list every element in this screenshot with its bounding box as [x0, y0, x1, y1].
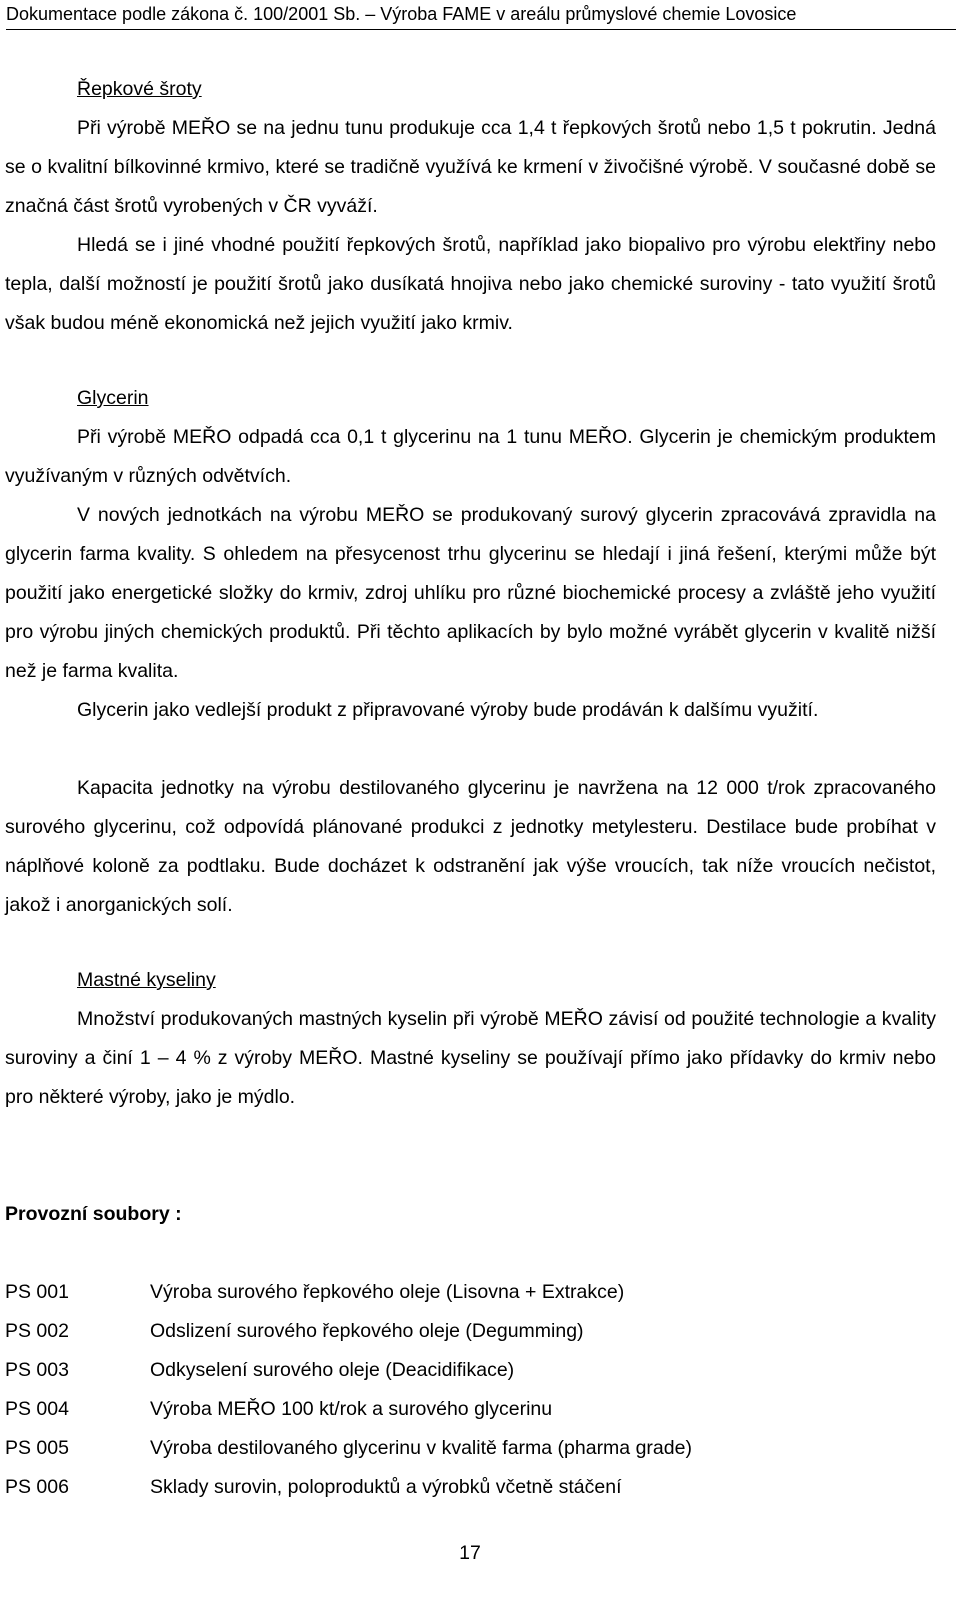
ps-code: PS 001	[5, 1281, 69, 1303]
section-heading-glycerin: Glycerin	[77, 387, 149, 409]
paragraph: V nových jednotkách na výrobu MEŘO se produkovaný surový glycerin zpracovává zpravidla na glycerin farma kvality. S ohledem na přesycenost trhu glycerinu se hledají i jiná řešení, kterými může být použití jako energetické složky do krmiv, zdroj uhlíku pro různé biochemické procesy a zvláště jeho využití pro výrobu jiných chemických produktů. Při těchto aplikacích by bylo možné vyrábět glycerin v kvalitě nižší než je farma kvalita.	[5, 504, 936, 682]
ps-code: PS 006	[5, 1476, 69, 1498]
paragraph: Hledá se i jiné vhodné použití řepkových šrotů, například jako biopalivo pro výrobu elektřiny nebo tepla, další možností je použití šrotů jako dusíkatá hnojiva nebo jako chemické suroviny - tato využití šrotů však budou méně ekonomická než jejich využití jako krmiv.	[5, 234, 936, 334]
ps-description: Odslizení surového řepkového oleje (Degumming)	[150, 1320, 584, 1342]
page-number: 17	[459, 1542, 481, 1564]
document-header: Dokumentace podle zákona č. 100/2001 Sb. – Výroba FAME v areálu průmyslové chemie Lovosice	[6, 3, 956, 30]
ps-description: Odkyselení surového oleje (Deacidifikace)	[150, 1359, 515, 1381]
ps-code: PS 002	[5, 1320, 69, 1342]
section-heading-repkove-sroty: Řepkové šroty	[77, 78, 202, 100]
paragraph: Množství produkovaných mastných kyselin při výrobě MEŘO závisí od použité technologie a kvality suroviny a činí 1 – 4 % z výroby MEŘO. Mastné kyseliny se používají přímo jako přídavky do krmiv nebo pro některé výroby, jako je mýdlo.	[5, 1008, 936, 1108]
ps-description: Výroba surového řepkového oleje (Lisovna + Extrakce)	[150, 1281, 625, 1303]
paragraph: Při výrobě MEŘO se na jednu tunu produkuje cca 1,4 t řepkových šrotů nebo 1,5 t pokrutin. Jedná se o kvalitní bílkovinné krmivo, které se tradičně využívá ke krmení v živočišné výrobě. V současné době se značná část šrotů vyrobených v ČR vyváží.	[5, 117, 936, 217]
ps-description: Výroba destilovaného glycerinu v kvalitě farma (pharma grade)	[150, 1437, 692, 1459]
ps-description: Výroba MEŘO 100 kt/rok a surového glycerinu	[150, 1398, 553, 1420]
ps-code: PS 005	[5, 1437, 69, 1459]
paragraph: Při výrobě MEŘO odpadá cca 0,1 t glycerinu na 1 tunu MEŘO. Glycerin je chemickým produktem využívaným v různých odvětvích.	[5, 426, 936, 487]
paragraph: Glycerin jako vedlejší produkt z připravované výroby bude prodáván k dalšímu využití.	[77, 699, 819, 721]
ps-code: PS 003	[5, 1359, 69, 1381]
section-heading-mastne-kyseliny: Mastné kyseliny	[77, 969, 216, 991]
ps-description: Sklady surovin, poloproduktů a výrobků včetně stáčení	[150, 1476, 622, 1498]
paragraph: Kapacita jednotky na výrobu destilovaného glycerinu je navržena na 12 000 t/rok zpracovaného surového glycerinu, což odpovídá plánované produkci z jednotky metylesteru. Destilace bude probíhat v náplňové koloně za podtlaku. Bude docházet k odstranění jak výše vroucích, tak níže vroucích nečistot, jakož i anorganických solí.	[5, 777, 936, 916]
ps-code: PS 004	[5, 1398, 69, 1420]
section-heading-provozni-soubory: Provozní soubory :	[5, 1203, 182, 1225]
